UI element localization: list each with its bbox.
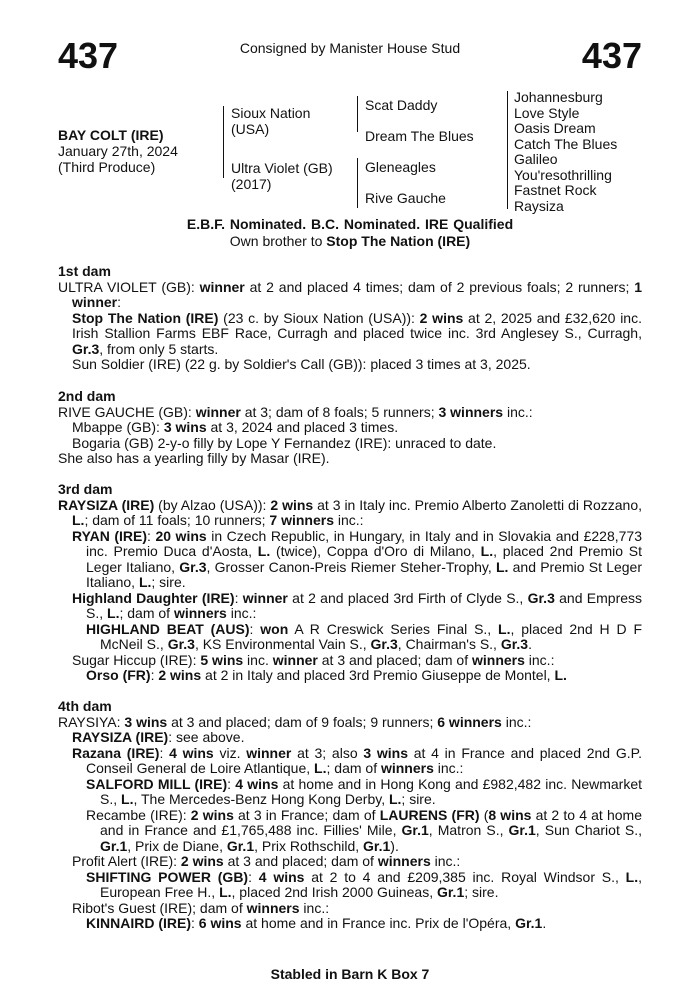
pedigree-gen3-5: Galileo	[514, 151, 558, 167]
fourth-dam-section	[58, 699, 642, 932]
own-brother-name: Stop The Nation (IRE)	[326, 233, 471, 249]
horse-description	[58, 127, 178, 175]
produce-entry: RYAN (IRE): 20 wins in Czech Republic, in Hungary, in Italy and in Slovakia and £228,773 inc. Premio Duca d'Aosta, L. (twice), Coppa d'Oro di Milano, L., placed 2nd Premio St Leger Italiano, Gr.3, Grosser Canon-Preis Riemer Steher-Trophy, L. and Premio St Leger Italiano, L.; sire.	[72, 527, 643, 590]
produce-number: (Third Produce)	[58, 159, 156, 175]
pedigree-gen3-7: Fastnet Rock	[514, 182, 597, 198]
lot-number-right: 437	[581, 35, 642, 76]
produce-entry: Highland Daughter (IRE): winner at 2 and placed 3rd Firth of Clyde S., Gr.3 and Empress S., L.; dam of winners inc.:	[72, 589, 643, 621]
second-dam-heading: 2nd dam	[58, 388, 116, 404]
produce-entry: Stop The Nation (IRE) (23 c. by Sioux Nation (USA)): 2 wins at 2, 2025 and £32,620 inc. Irish Stallion Farms EBF Race, Curragh and placed twice inc. 3rd Anglesey S., Curragh, Gr.3, from only 5 starts.	[72, 309, 642, 357]
pedigree-sire-sire: Scat Daddy	[365, 97, 438, 113]
produce-entry: Profit Alert (IRE): 2 wins at 3 and placed; dam of winners inc.:	[72, 853, 461, 869]
foaling-date: January 27th, 2024	[58, 143, 178, 159]
pedigree-dam-dam: Rive Gauche	[365, 190, 446, 206]
pedigree-bracket-3	[507, 91, 508, 209]
grandproduce-entry: Recambe (IRE): 2 wins at 3 in France; dam of LAURENS (FR) (8 wins at 2 to 4 at home and in France and £1,765,488 inc. Fillies' Mile, Gr.1, Matron S., Gr.1, Sun Chariot S., Gr.1, Prix de Diane, Gr.1, Prix Rothschild, Gr.1).	[86, 806, 643, 854]
grandproduce-entry: KINNAIRD (IRE): 6 wins at home and in France inc. Prix de l'Opéra, Gr.1.	[86, 915, 547, 931]
produce-entry: Bogaria (GB) 2-y-o filly by Lope Y Fernandez (IRE): unraced to date.	[72, 434, 497, 451]
produce-entry: Razana (IRE): 4 wins viz. winner at 3; also 3 wins at 4 in France and placed 2nd G.P. Conseil General de Loire Atlantique, L.; dam of winners inc.:	[72, 744, 643, 776]
pedigree-gen3-8: Raysiza	[514, 198, 564, 214]
pedigree-sire-dam: Dream The Blues	[365, 128, 474, 144]
pedigree-bracket-2a	[357, 96, 358, 132]
first-dam-section	[58, 264, 642, 373]
horse-title: BAY COLT (IRE)	[58, 127, 164, 143]
second-dam-note: She also has a yearling filly by Masar (IRE).	[58, 450, 330, 466]
grandproduce-entry: SHIFTING POWER (GB): 4 wins at 2 to 4 and £209,385 inc. Royal Windsor S., L., European Free H., L., placed 2nd Irish 2000 Guineas, Gr.1; sire.	[86, 868, 643, 900]
produce-entry: RAYSIZA (IRE): see above.	[72, 729, 245, 745]
grandproduce-entry: Orso (FR): 2 wins at 2 in Italy and placed 3rd Premio Giuseppe de Montel, L.	[86, 667, 567, 683]
grandproduce-entry: SALFORD MILL (IRE): 4 wins at home and in Hong Kong and £982,482 inc. Newmarket S., L., The Mercedes-Benz Hong Kong Derby, L.; sire.	[86, 775, 643, 807]
produce-entry: Mbappe (GB): 3 wins at 3, 2024 and placed 3 times.	[72, 419, 399, 435]
produce-entry: Sugar Hiccup (IRE): 5 wins inc. winner at 3 and placed; dam of winners inc.:	[72, 651, 555, 668]
lot-number-left: 437	[58, 35, 119, 76]
third-dam-heading: 3rd dam	[58, 481, 113, 497]
pedigree-dam-sire: Gleneagles	[365, 159, 436, 175]
pedigree-gen3-1: Johannesburg	[514, 89, 603, 105]
pedigree-sire: Sioux Nation (USA)	[231, 105, 311, 137]
nominations: E.B.F. Nominated. B.C. Nominated. IRE Qualified	[186, 216, 514, 232]
second-dam-entry: RIVE GAUCHE (GB): winner at 3; dam of 8 foals; 5 runners; 3 winners inc.:	[58, 403, 533, 420]
own-brother-line	[0, 233, 700, 249]
stabling-info: Stabled in Barn K Box 7	[270, 966, 430, 982]
own-brother-prefix: Own brother to	[229, 233, 327, 249]
consignor: Consigned by Manister House Stud	[239, 40, 461, 56]
pedigree-gen3-6: You'resothrilling	[514, 167, 612, 183]
first-dam-heading: 1st dam	[58, 263, 111, 279]
pedigree-gen3-3: Oasis Dream	[514, 120, 596, 136]
pedigree-gen3-2: Love Style	[514, 105, 580, 121]
produce-entry: Sun Soldier (IRE) (22 g. by Soldier's Call (GB)): placed 3 times at 3, 2025.	[72, 356, 531, 372]
pedigree-gen3-4: Catch The Blues	[514, 136, 618, 152]
third-dam-section	[58, 482, 642, 684]
third-dam-entry: RAYSIZA (IRE) (by Alzao (USA)): 2 wins at 3 in Italy inc. Premio Alberto Zanoletti di Rozzano, L.; dam of 11 foals; 10 runners; 7 winners inc.:	[58, 496, 643, 528]
fourth-dam-heading: 4th dam	[58, 698, 112, 714]
first-dam-entry: ULTRA VIOLET (GB): winner at 2 and placed 4 times; dam of 2 previous foals; 2 runners; 1 winner:	[58, 278, 642, 310]
grandproduce-entry: HIGHLAND BEAT (AUS): won A R Creswick Series Final S., L., placed 2nd H D F McNeil S., Gr.3, KS Environmental Vain S., Gr.3, Chairman's S., Gr.3.	[86, 620, 642, 652]
pedigree-dam: Ultra Violet (GB) (2017)	[231, 160, 333, 192]
second-dam-section	[58, 389, 642, 467]
produce-entry: Ribot's Guest (IRE); dam of winners inc.:	[72, 899, 330, 916]
pedigree-bracket-1	[223, 106, 224, 178]
fourth-dam-entry: RAYSIYA: 3 wins at 3 and placed; dam of 9 foals; 9 runners; 6 winners inc.:	[58, 713, 532, 730]
pedigree-bracket-2b	[357, 158, 358, 208]
